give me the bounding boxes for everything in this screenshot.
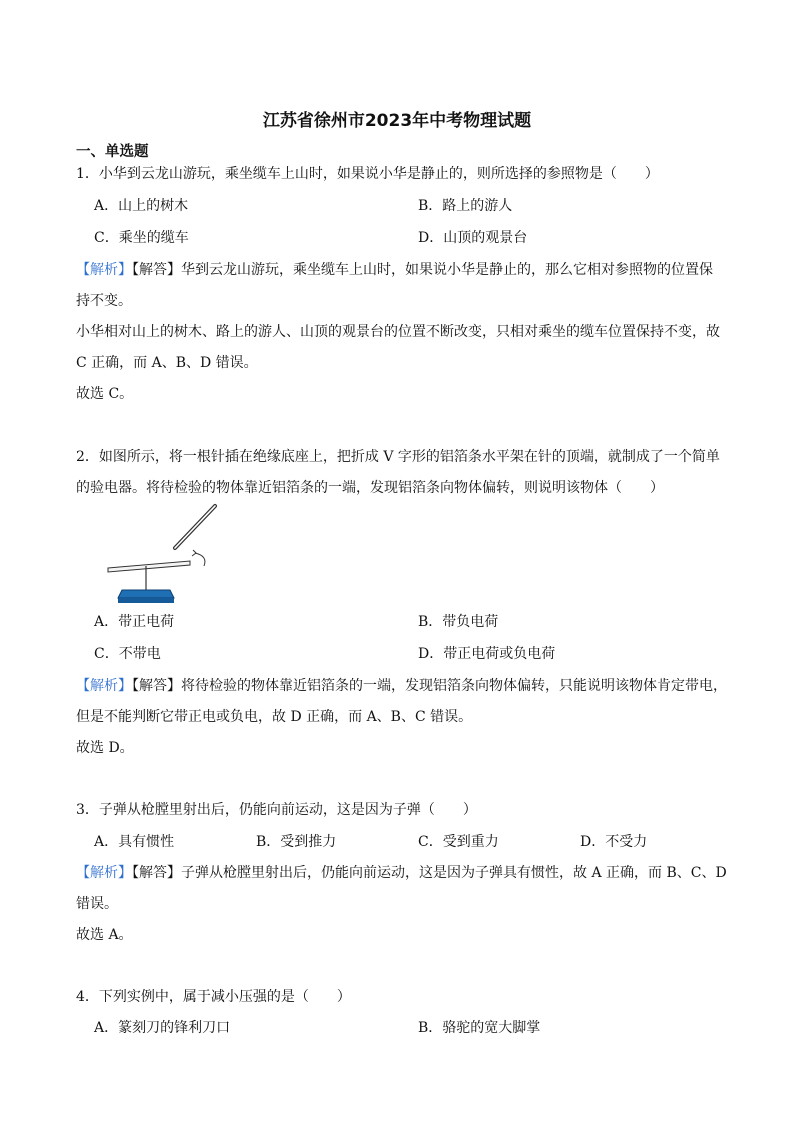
question-1-option-a: A．山上的树木 (94, 198, 189, 214)
rotation-arrow-icon (195, 553, 205, 566)
question-3-option-c: C．受到重力 (418, 834, 499, 850)
question-3-answer: 故选 A。 (76, 927, 133, 943)
question-1-option-d: D．山顶的观景台 (418, 230, 528, 246)
electroscope-figure (100, 498, 230, 610)
question-2-option-b: B．带负电荷 (418, 614, 499, 630)
analysis-tag: 【解析】 (76, 865, 132, 881)
insulating-base (118, 590, 174, 598)
question-2-option-a: A．带正电荷 (94, 614, 175, 630)
page-title: 江苏省徐州市2023年中考物理试题 (262, 111, 532, 131)
question-4-option-b: B．骆驼的宽大脚掌 (418, 1020, 541, 1036)
question-3-option-a: A．具有惯性 (94, 834, 175, 850)
foil-strip (108, 561, 190, 572)
question-2-analysis-line: 【解析】【解答】将待检验的物体靠近铝箔条的一端，发现铝箔条向物体偏转，只能说明该物体肯定带电， (76, 678, 727, 694)
question-4-stem: 4．下列实例中，属于减小压强的是（ ） (76, 989, 351, 1005)
question-1-analysis-line: C 正确，而 A、B、D 错误。 (76, 355, 258, 371)
question-2-option-d: D．带正电荷或负电荷 (418, 646, 556, 662)
question-1-option-c: C．乘坐的缆车 (94, 230, 189, 246)
question-1-analysis-line: 持不变。 (76, 293, 132, 309)
section-heading: 一、单选题 (76, 144, 149, 160)
question-1-answer: 故选 C。 (76, 386, 134, 402)
question-3-analysis-line: 错误。 (76, 896, 118, 912)
question-3-analysis-line: 【解析】【解答】子弹从枪膛里射出后，仍能向前运动，这是因为子弹具有惯性，故 A 正确，而 B、C、D (76, 865, 727, 881)
question-2-answer: 故选 D。 (76, 740, 134, 756)
question-4-option-a: A．篆刻刀的锋利刀口 (94, 1020, 231, 1036)
question-3-option-b: B．受到推力 (256, 834, 337, 850)
question-3-option-d: D．不受力 (580, 834, 648, 850)
question-2-stem: 的验电器。将待检验的物体靠近铝箔条的一端，发现铝箔条向物体偏转，则说明该物体（ ） (76, 480, 664, 496)
question-1-stem: 1．小华到云龙山游玩，乘坐缆车上山时，如果说小华是静止的，则所选择的参照物是（ ） (76, 166, 659, 182)
analysis-tag: 【解析】 (76, 262, 132, 278)
question-2-option-c: C．不带电 (94, 646, 161, 662)
question-1-analysis-line: 【解析】【解答】华到云龙山游玩，乘坐缆车上山时，如果说小华是静止的，那么它相对参照物的位置保 (76, 262, 713, 278)
question-2-stem: 2．如图所示，将一根针插在绝缘底座上，把折成 V 字形的铝箔条水平架在针的顶端，就制成了一个简单 (76, 449, 720, 465)
question-3-stem: 3．子弹从枪膛里射出后，仍能向前运动，这是因为子弹（ ） (76, 802, 477, 818)
analysis-tag: 【解析】 (76, 678, 132, 694)
question-1-option-b: B．路上的游人 (418, 198, 513, 214)
question-1-analysis-line: 小华相对山上的树木、路上的游人、山顶的观景台的位置不断改变，只相对乘坐的缆车位置保持不变，故 (76, 324, 720, 340)
question-2-analysis-line: 但是不能判断它带正电或负电，故 D 正确，而 A、B、C 错误。 (76, 709, 473, 725)
